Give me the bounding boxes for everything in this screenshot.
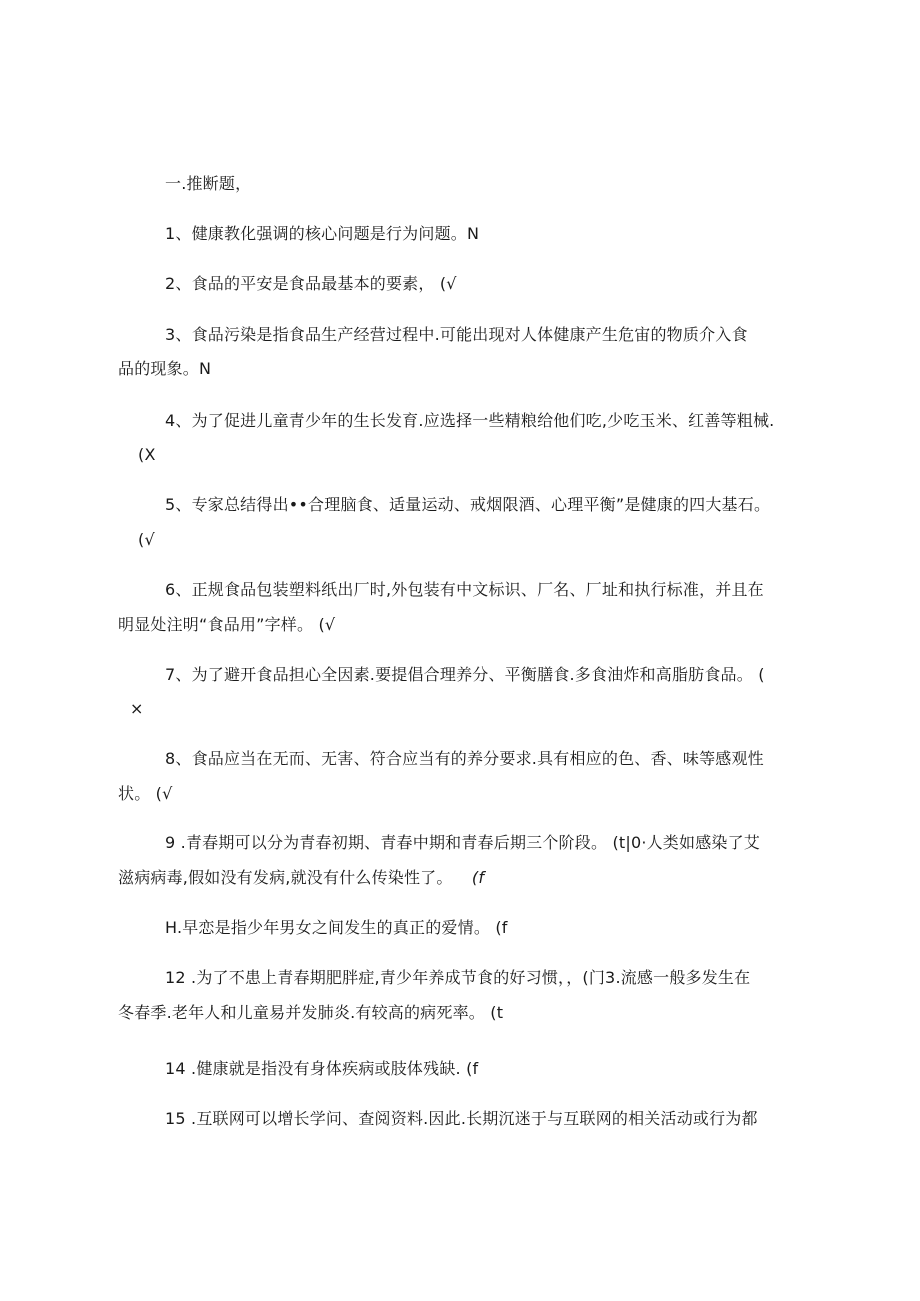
question-14: 14 .健康就是指没有身体疾病或肢体残缺. (f [165,1059,479,1078]
question-6-line-1: 6、正规食品包装塑料纸出厂时,外包装有中文标识、厂名、厂址和执行标准，并且在 [165,580,764,599]
question-5-line-1: 5、专家总结得出••合理脑食、适量运动、戒烟限酒、心理平衡”是健康的四大基石。 [165,495,771,514]
question-8-line-2: 状。 (√ [118,784,173,803]
section-heading: 一.推断题， [165,174,252,193]
question-11: H.早恋是指少年男女之间发生的真正的爱情。 (f [165,918,508,937]
question-4-line-1: 4、为了促进儿童青少年的生长发育.应选择一些精粮给他们吃,少吃玉米、红善等粗械. [165,411,775,430]
question-10-text: 滋病病毒,假如没有发病,就没有什么传染性了。 [118,868,453,887]
question-7-line-1: 7、为了避开食品担心全因素.要提倡合理养分、平衡膳食.多食油炸和高脂肪食品。 ( [165,665,765,684]
question-12-line-1: 12 .为了不患上青春期肥胖症,青少年养成节食的好习惯，，(门3.流感一般多发生在 [165,968,751,987]
question-3-line-2: 品的现象。N [118,359,212,378]
question-8-line-1: 8、食品应当在无而、无害、符合应当有的养分要求.具有相应的色、香、味等感观性 [165,749,764,768]
question-10-answer: (f [471,868,485,887]
question-10-line-2 [118,868,484,888]
question-15-line-1: 15 .互联网可以增长学问、查阅资料.因此.长期沉迷于与互联网的相关活动或行为都 [165,1109,758,1128]
question-2: 2、食品的平安是食品最基本的要素， (√ [165,274,457,293]
question-1: 1、健康教化强调的核心问题是行为问题。N [165,224,480,243]
question-7-line-2: × [130,699,144,718]
question-13-line-2: 冬春季.老年人和儿童易并发肺炎.有较高的病死率。 (t [118,1003,504,1022]
question-4-line-2: (X [138,445,156,464]
question-9-line-1: 9 .青春期可以分为青春初期、青春中期和青春后期三个阶段。 (t|0·人类如感染了艾 [165,833,761,852]
question-5-line-2: (√ [138,530,155,549]
question-3-line-1: 3、食品污染是指食品生产经营过程中.可能出现对人体健康产生危宙的物质介入食 [165,325,748,344]
question-6-line-2: 明显处注明“食品用”字样。 (√ [118,615,336,634]
